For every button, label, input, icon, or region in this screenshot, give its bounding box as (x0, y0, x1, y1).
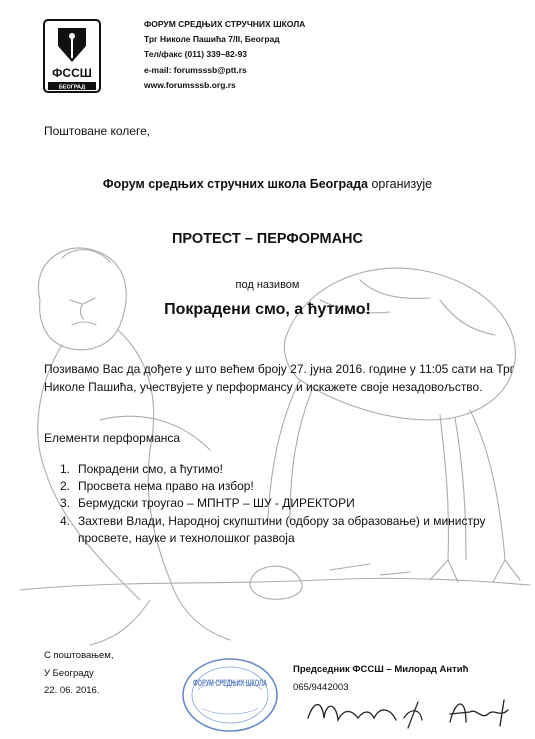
president-phone: 065/9442003 (293, 681, 349, 693)
stamp-text: ФОРУМ СРЕДЊИХ ШКОЛА (193, 678, 268, 688)
closing-block (44, 647, 113, 700)
list-item (60, 461, 520, 478)
event-slogan: Покрадени смо, а ћутимо! (164, 301, 371, 318)
list-item-number: 3. (60, 496, 71, 511)
president-name: Председник ФССШ – Милорад Антић (293, 664, 469, 675)
letterhead (144, 17, 305, 93)
org-email: e-mail: forumsssb@ptt.rs (144, 64, 247, 75)
list-item-text: Просвета нема право на избор! (78, 479, 254, 494)
organizer-line (0, 177, 535, 191)
list-item (60, 513, 520, 547)
greeting: Поштоване колеге, (44, 124, 151, 138)
list-item-number: 2. (60, 479, 71, 494)
org-phone: Тел/факс (011) 339–82-93 (144, 49, 248, 60)
closing-city: У Београду (44, 667, 94, 679)
logo-text: ФССШ (52, 66, 92, 80)
list-item-text: Захтеви Влади, Народној скупштини (одбору за образовање) и министру просвете, науке и технолошког развоја (78, 513, 486, 545)
organizer-name: Форум средњих стручних школа Београда (102, 177, 368, 191)
list-item-text: Покрадени смо, а ћутимо! (78, 462, 223, 476)
official-stamp-icon (180, 656, 280, 734)
under-name-label: под називом (235, 279, 300, 291)
elements-title: Елементи перформанса (44, 431, 181, 445)
invitation-paragraph: Позивамо Вас да дођете у што већем броју 27. јуна 2016. године у 11:05 сати на Трг Николе Пашића, учествујете у перформансу и искажете своје незадовољство. (44, 362, 514, 395)
forum-logo-icon (42, 18, 102, 94)
list-item (60, 478, 520, 495)
elements-list (60, 461, 520, 547)
org-address: Трг Николе Пашића 7/II, Београд (144, 34, 280, 45)
event-title: ПРОТЕСТ – ПЕРФОРМАНС (172, 231, 363, 247)
list-item-text: Бермудски троугао – МПНТР – ШУ - ДИРЕКТОРИ (78, 496, 355, 511)
logo-subtext: БЕОГРАД (58, 84, 86, 91)
list-item-number: 4. (60, 513, 71, 528)
org-website: www.forumsssb.org.rs (144, 79, 236, 90)
list-item (60, 495, 520, 512)
organizer-verb: организује (367, 177, 433, 191)
closing-salutation: С поштовањем, (44, 650, 114, 661)
org-name: ФОРУМ СРЕДЊИХ СТРУЧНИХ ШКОЛА (144, 19, 306, 29)
list-item-number: 1. (60, 462, 71, 476)
signature-icon (300, 688, 530, 736)
closing-date: 22. 06. 2016. (44, 685, 100, 696)
